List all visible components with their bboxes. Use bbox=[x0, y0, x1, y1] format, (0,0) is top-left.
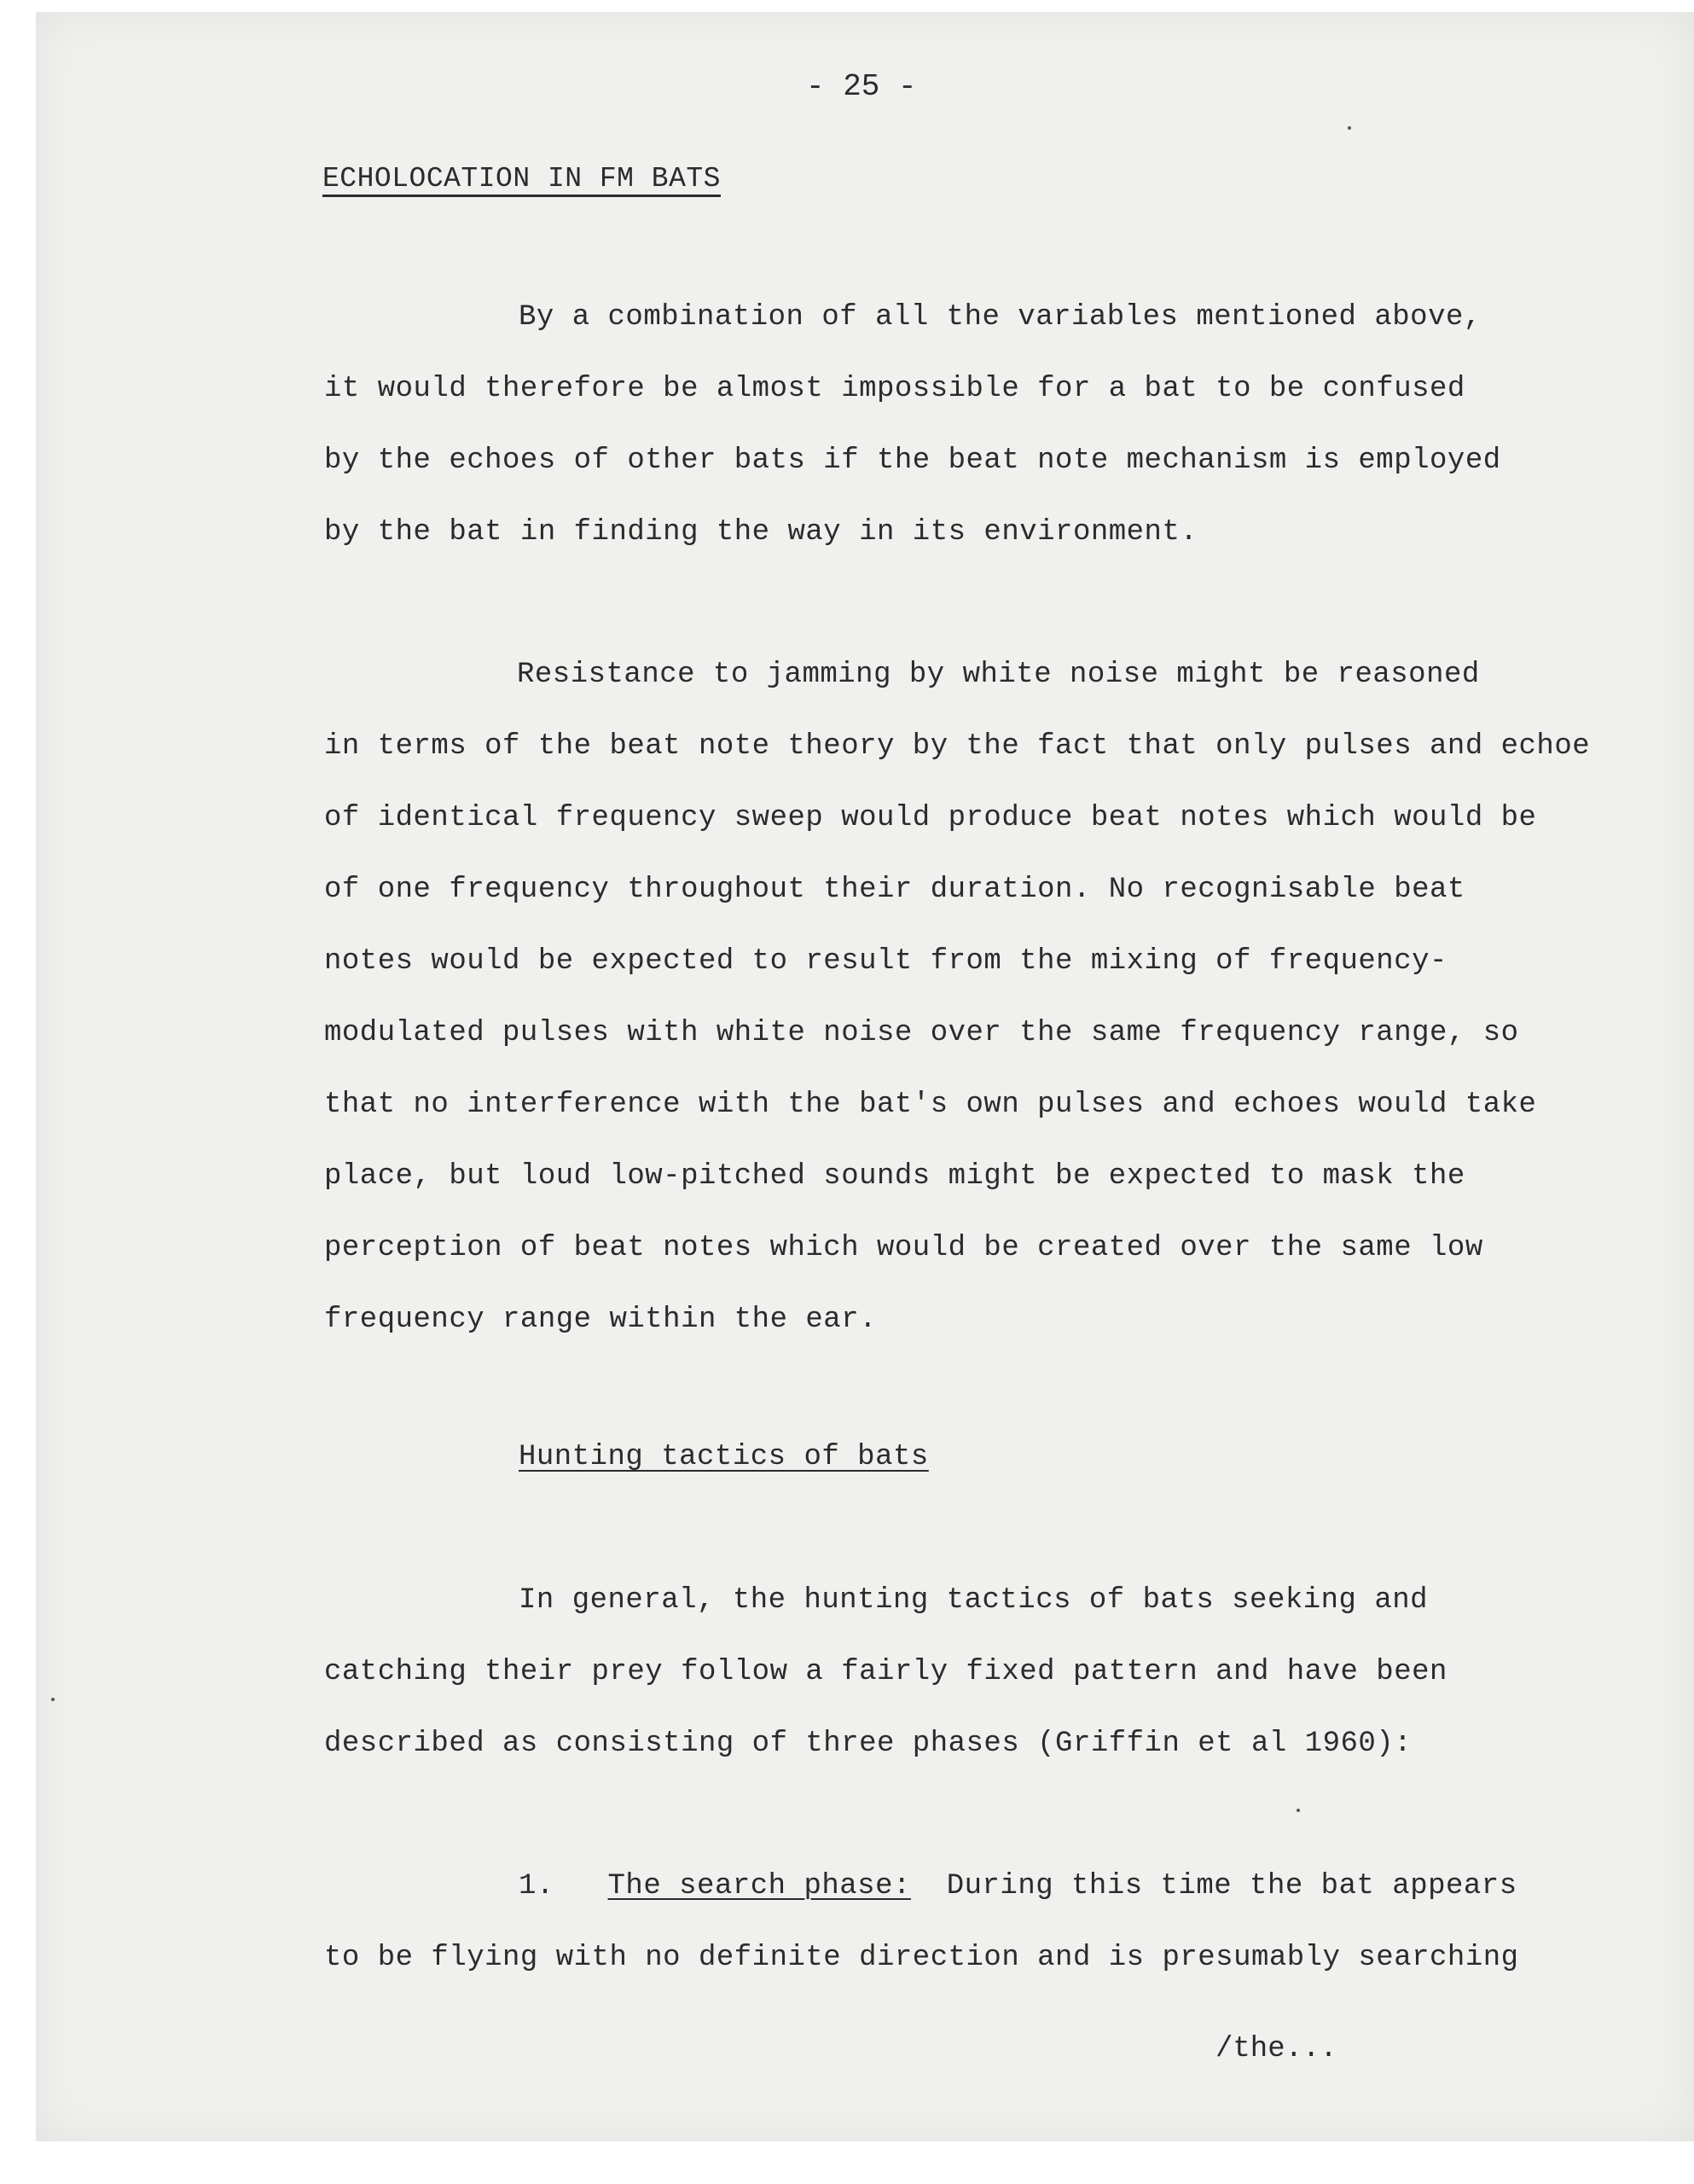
paragraph-2-line-1: Resistance to jamming by white noise might be reasoned bbox=[517, 659, 1480, 691]
paragraph-2-line-4: of one frequency throughout their duration. No recognisable beat bbox=[324, 874, 1465, 906]
list-item-1-first-line bbox=[519, 1869, 1517, 1903]
paper-speck bbox=[1297, 1809, 1300, 1812]
paragraph-2-line-3: of identical frequency sweep would produce beat notes which would be bbox=[324, 802, 1537, 834]
page-heading: ECHOLOCATION IN FM BATS bbox=[322, 163, 721, 195]
paper-speck bbox=[51, 1698, 55, 1701]
paragraph-2-line-10: frequency range within the ear. bbox=[324, 1304, 878, 1336]
paragraph-2-line-7: that no interference with the bat's own pulses and echoes would take bbox=[324, 1089, 1537, 1121]
paper-speck bbox=[1348, 126, 1351, 130]
paragraph-2-line-8: place, but loud low-pitched sounds might be expected to mask the bbox=[324, 1160, 1465, 1193]
section-subheading: Hunting tactics of bats bbox=[519, 1441, 929, 1473]
paragraph-2-line-9: perception of beat notes which would be created over the same low bbox=[324, 1232, 1483, 1264]
paragraph-3-line-3: described as consisting of three phases (Griffin et al 1960): bbox=[324, 1728, 1413, 1760]
paragraph-1-line-2: it would therefore be almost impossible for a bat to be confused bbox=[324, 373, 1465, 405]
list-item-1-number: 1. bbox=[519, 1870, 554, 1902]
paragraph-3-line-1: In general, the hunting tactics of bats seeking and bbox=[519, 1584, 1429, 1617]
paragraph-1-line-1: By a combination of all the variables mentioned above, bbox=[519, 301, 1482, 334]
page-continuation-marker: /the... bbox=[1215, 2033, 1337, 2065]
paragraph-3-line-2: catching their prey follow a fairly fixed pattern and have been bbox=[324, 1656, 1447, 1688]
paragraph-1-line-3: by the echoes of other bats if the beat note mechanism is employed bbox=[324, 444, 1501, 477]
paragraph-1-line-4: by the bat in finding the way in its environment. bbox=[324, 516, 1198, 549]
list-item-1-second-line: to be flying with no definite direction and is presumably searching bbox=[324, 1942, 1519, 1974]
paragraph-2-line-6: modulated pulses with white noise over the same frequency range, so bbox=[324, 1017, 1519, 1049]
page-number: - 25 - bbox=[806, 69, 917, 104]
list-item-1-text-first: During this time the bat appears bbox=[946, 1870, 1517, 1902]
list-item-1-title: The search phase: bbox=[607, 1870, 911, 1902]
paragraph-2-line-5: notes would be expected to result from the mixing of frequency- bbox=[324, 945, 1447, 978]
paragraph-2-line-2: in terms of the beat note theory by the fact that only pulses and echoe bbox=[324, 730, 1591, 763]
